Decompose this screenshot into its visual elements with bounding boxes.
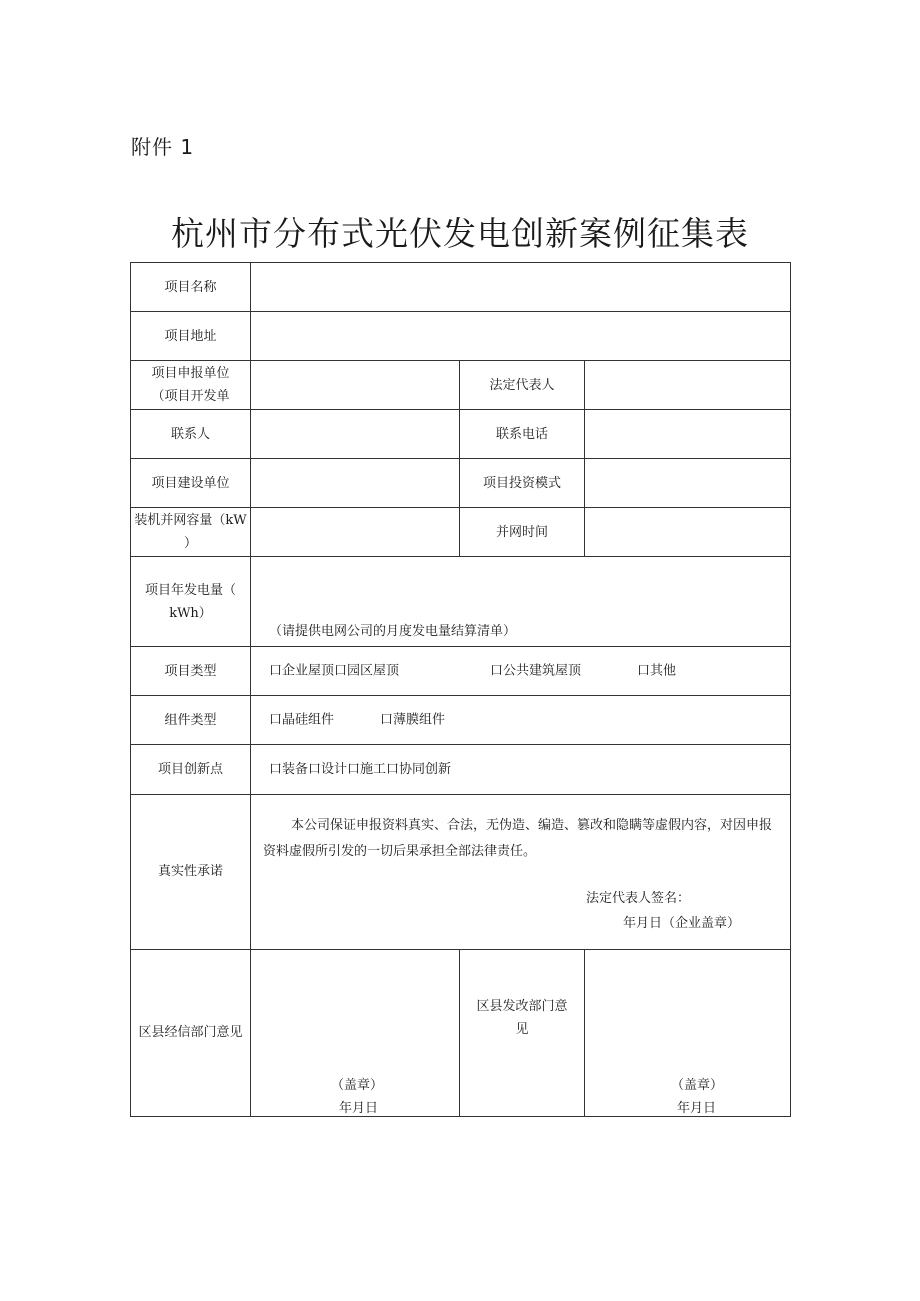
- field-capacity[interactable]: [251, 508, 460, 557]
- field-module-type: [251, 696, 791, 745]
- case-collection-form: [130, 262, 791, 1117]
- label-applicant-unit: [131, 361, 251, 410]
- dev-date: 年月日: [677, 1100, 717, 1116]
- field-project-name[interactable]: [251, 263, 791, 312]
- econ-date: 年月日: [339, 1100, 379, 1116]
- label-annual-generation: [131, 557, 251, 647]
- label-module-type: 组件类型: [131, 696, 251, 745]
- label-applicant-unit-line1: 项目申报单位: [151, 366, 230, 382]
- label-grid-time: 并网时间: [460, 508, 585, 557]
- row-district-opinions: [131, 949, 791, 1116]
- field-applicant-unit[interactable]: [251, 361, 460, 410]
- label-construction-unit: 项目建设单位: [131, 459, 251, 508]
- label-annual-generation-line1: 项目年发电量（: [144, 582, 236, 598]
- label-project-name: 项目名称: [131, 263, 251, 312]
- label-investment-mode: 项目投资模式: [460, 459, 585, 508]
- annual-generation-note: （请提供电网公司的月度发电量结算清单）: [269, 624, 517, 640]
- label-pledge: 真实性承诺: [131, 794, 251, 949]
- field-district-econ[interactable]: [251, 949, 460, 1116]
- row-construction: [131, 459, 791, 508]
- label-capacity: [131, 508, 251, 557]
- pledge-statement: [251, 795, 790, 865]
- label-district-dev: [460, 949, 585, 1116]
- row-project-type: [131, 647, 791, 696]
- checkbox-public-building-roof[interactable]: 口公共建筑屋顶: [490, 663, 582, 679]
- dev-stamp: （盖章）: [671, 1077, 724, 1093]
- checkbox-thin-film[interactable]: 口薄膜组件: [380, 712, 446, 728]
- label-contact-phone: 联系电话: [460, 410, 585, 459]
- row-annual-generation: [131, 557, 791, 647]
- checkbox-crystalline-silicon[interactable]: 口晶硅组件: [269, 712, 335, 728]
- row-project-name: [131, 263, 791, 312]
- field-contact-person[interactable]: [251, 410, 460, 459]
- label-district-econ: 区县经信部门意见: [131, 949, 251, 1116]
- checkbox-other[interactable]: 口其他: [637, 663, 677, 679]
- row-module-type: [131, 696, 791, 745]
- label-capacity-line1: 装机并网容量（kW: [134, 513, 247, 529]
- field-legal-rep[interactable]: [585, 361, 791, 410]
- row-applicant-unit: [131, 361, 791, 410]
- field-innovation[interactable]: 口装备口设计口施工口协同创新: [251, 745, 791, 794]
- field-project-type: [251, 647, 791, 696]
- row-pledge: [131, 794, 791, 949]
- field-district-dev[interactable]: [585, 949, 791, 1116]
- pledge-date-stamp: 年月日（企业盖章）: [623, 915, 741, 931]
- row-innovation: [131, 745, 791, 794]
- label-annual-generation-line2: kWh）: [169, 605, 212, 621]
- label-district-dev-line1: 区县发改部门意: [476, 998, 568, 1014]
- row-contact: [131, 410, 791, 459]
- checkbox-enterprise-park-roof[interactable]: 口企业屋顶口园区屋顶: [269, 663, 400, 679]
- label-project-address: 项目地址: [131, 312, 251, 361]
- label-applicant-unit-line2: （项目开发单: [151, 389, 230, 405]
- label-project-type: 项目类型: [131, 647, 251, 696]
- row-project-address: [131, 312, 791, 361]
- pledge-statement-text: 本公司保证申报资料真实、合法，无伪造、编造、篡改和隐瞒等虚假内容，对因申报资料虚假所引发的一切后果承担全部法律责任。: [263, 817, 773, 859]
- row-capacity: [131, 508, 791, 557]
- pledge-signature: 法定代表人签名：: [586, 890, 691, 906]
- label-innovation: 项目创新点: [131, 745, 251, 794]
- field-contact-phone[interactable]: [585, 410, 791, 459]
- label-legal-rep: 法定代表人: [460, 361, 585, 410]
- field-annual-generation[interactable]: [251, 557, 791, 647]
- label-district-dev-line2: 见: [515, 1021, 529, 1037]
- page-title: 杭州市分布式光伏发电创新案例征集表: [171, 214, 749, 253]
- attachment-label: 附件 1: [131, 135, 195, 159]
- field-investment-mode[interactable]: [585, 459, 791, 508]
- field-project-address[interactable]: [251, 312, 791, 361]
- field-grid-time[interactable]: [585, 508, 791, 557]
- label-contact-person: 联系人: [131, 410, 251, 459]
- econ-stamp: （盖章）: [331, 1077, 384, 1093]
- field-pledge: [251, 794, 791, 949]
- field-construction-unit[interactable]: [251, 459, 460, 508]
- label-capacity-line2: ）: [183, 536, 197, 552]
